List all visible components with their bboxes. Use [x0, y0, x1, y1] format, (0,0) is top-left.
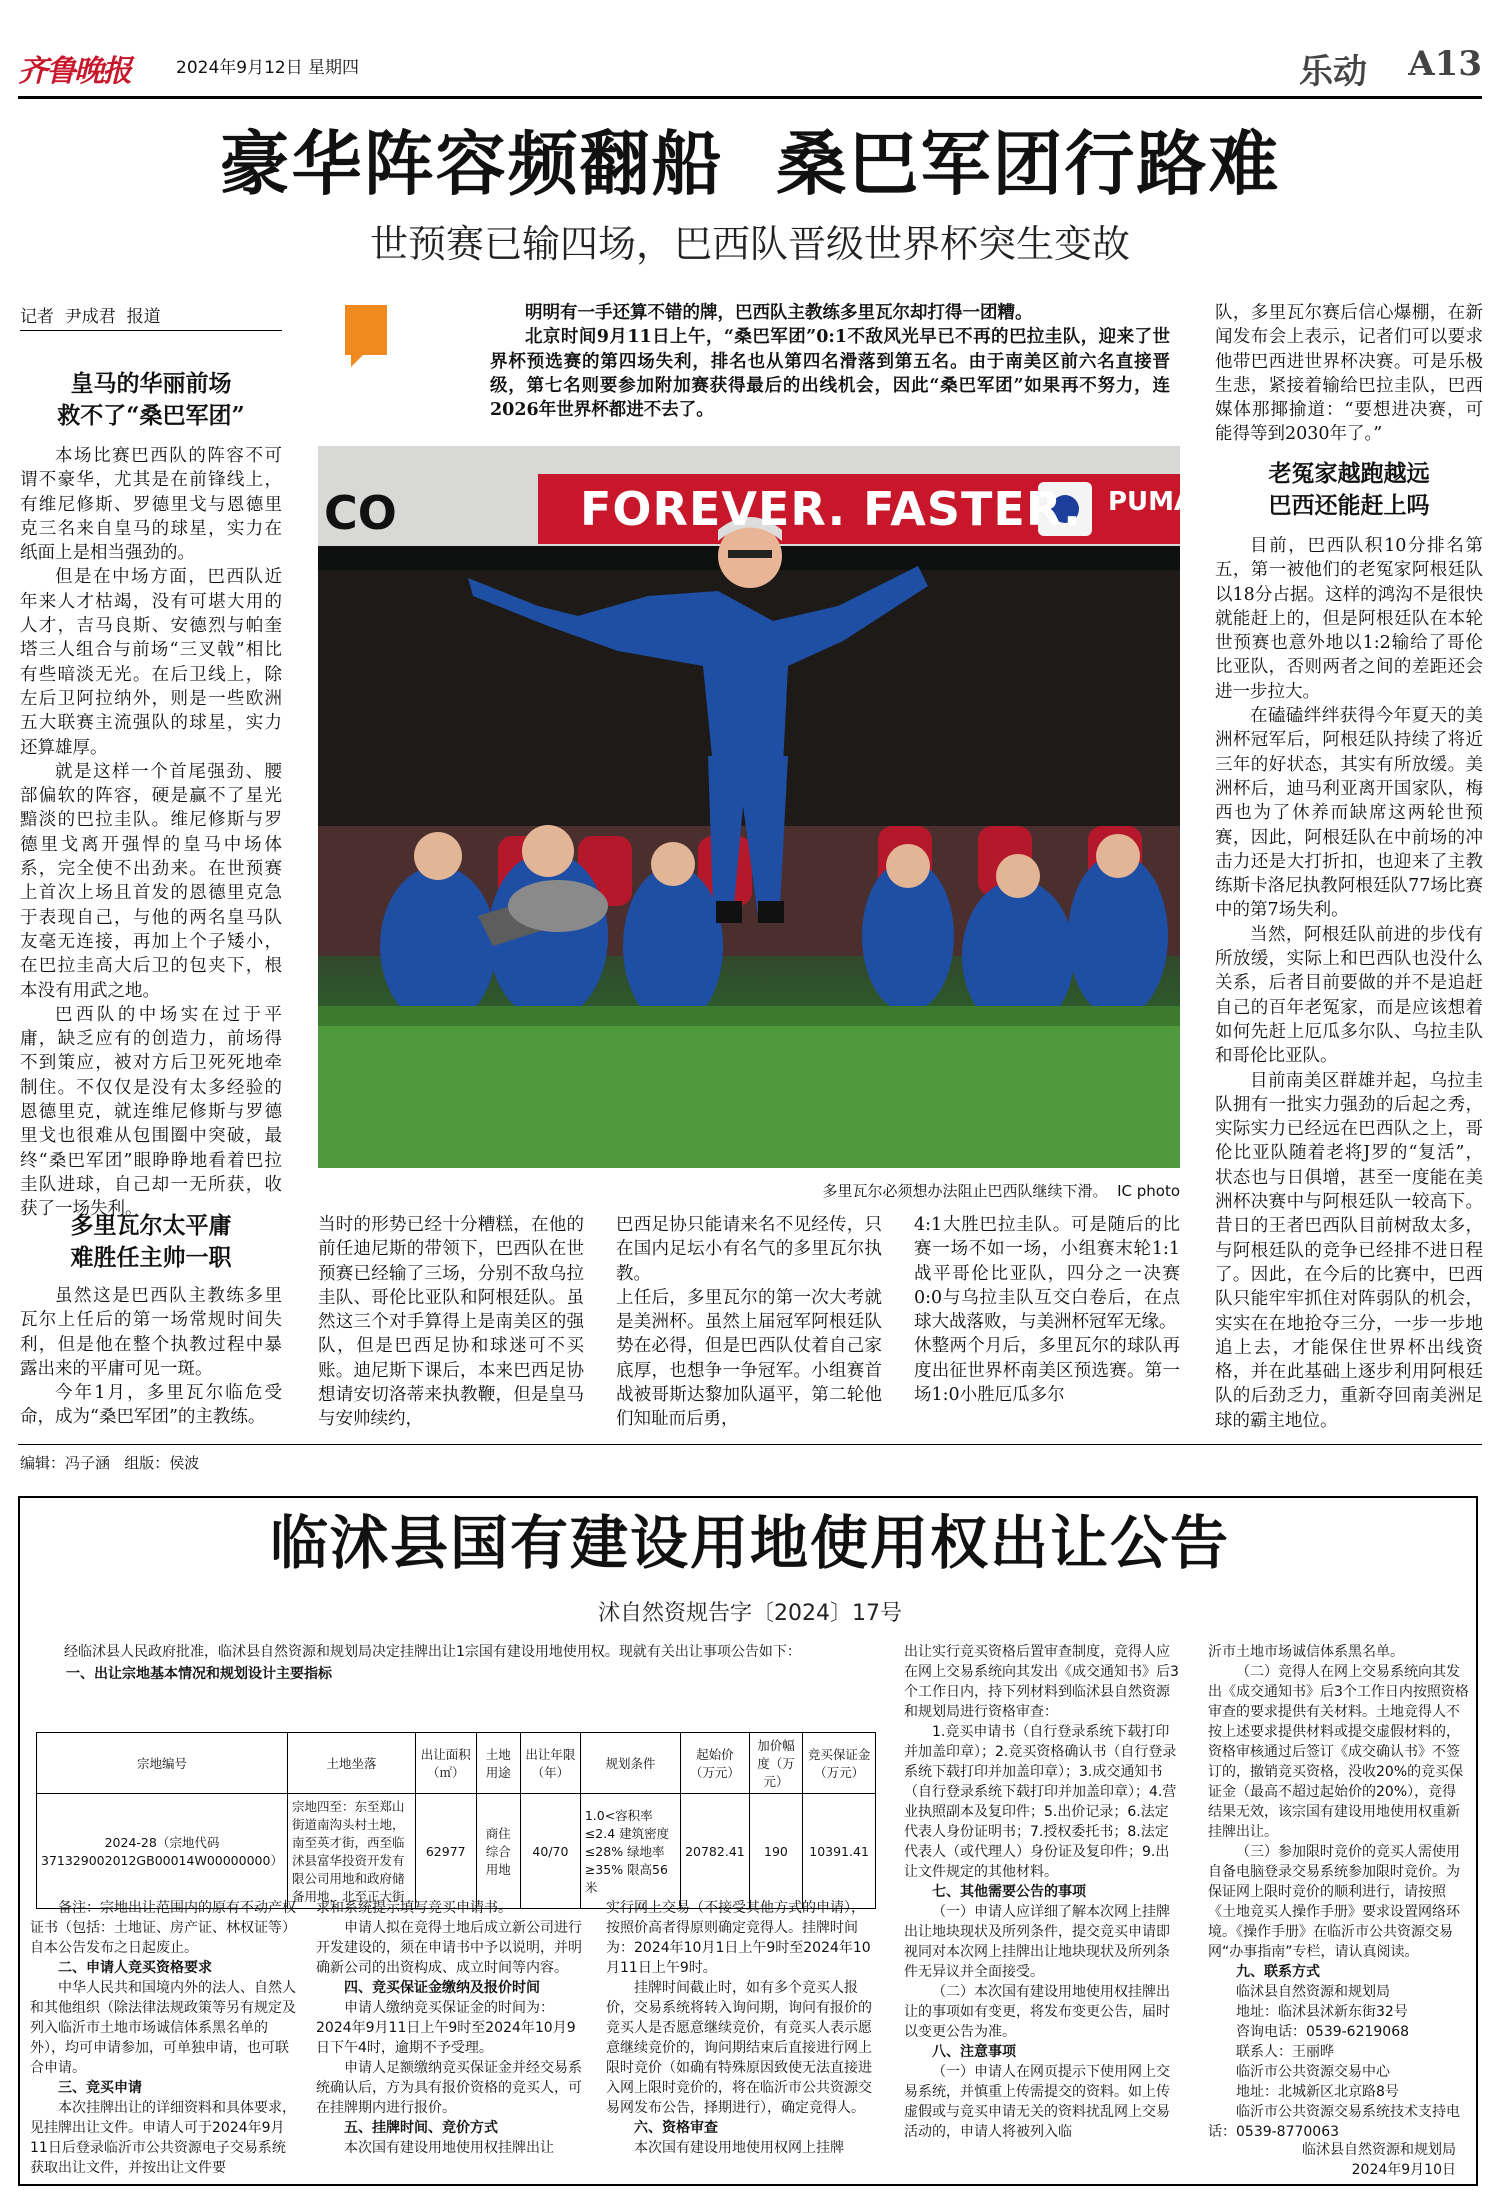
- notice-column-5: [1208, 1642, 1470, 2142]
- subheading-3: 老冤家越跑越远 巴西还能赶上吗: [1268, 460, 1430, 519]
- notice-text: 备注：宗地出让范围内的原有不动产权证书（包括：土地证、房产证、林权证等）自本公告发布之日起废止。: [30, 1900, 296, 1956]
- notice-text: 出让实行竞买资格后置审查制度，竞得人应在网上交易系统向其发出《成交通知书》后3个工作日内，持下列材料到临沭县自然资源和规划局进行资格审查：: [904, 1644, 1179, 1720]
- table-header: 出让面积（㎡）: [415, 1733, 476, 1794]
- paragraph: 但是在中场方面，巴西队近年来人才枯竭，没有可堪大用的人才，吉马良斯、安德烈与帕奎塔三人组合与前场“三叉戟”相比有些暗淡无光。在后卫线上，除左后卫阿拉纳外，则是一些欧洲五大联赛主流强队的球星，实力还算雄厚。: [20, 567, 282, 758]
- lead-quote-icon: [345, 305, 387, 355]
- headline: 豪华阵容频翻船 桑巴军团行路难: [219, 122, 1281, 205]
- notice-contact: 临沭县自然资源和规划局: [1236, 1984, 1390, 2000]
- notice-text: （二）竞得人在网上交易系统向其发出《成交通知书》后3个工作日内按照资格审查的要求提供有关材料。土地竞得人不按上述要求提供材料或提交虚假材料的，资格审核通过后签订《成交确认书》不签订的，撤销竞买资格，没收20%的竞买保证金（最高不超过起始价的20%），竞得结果无效，该宗国有建设用地使用权重新挂牌出让。: [1208, 1664, 1469, 1840]
- notice-table: [36, 1732, 876, 1909]
- section-name: 乐动: [1299, 52, 1367, 92]
- notice-contact: 临沂市公共资源交易中心: [1236, 2064, 1390, 2080]
- notice-heading: 五、挂牌时间、竞价方式: [344, 2120, 498, 2136]
- paragraph: 今年1月，多里瓦尔临危受命，成为“桑巴军团”的主教练。: [20, 1383, 282, 1428]
- notice-heading: 三、竞买申请: [58, 2080, 142, 2096]
- right-column-top: [1215, 301, 1483, 445]
- notice-heading: 六、资格审查: [634, 2120, 718, 2136]
- puma-logo: PUMA: [1108, 487, 1195, 517]
- table-header: 竞买保证金（万元）: [803, 1733, 876, 1794]
- bottom-column-3: [914, 1213, 1180, 1433]
- issue-date: 2024年9月12日: [176, 58, 303, 78]
- notice-column-4: [904, 1642, 1180, 2178]
- lead-paragraph: 北京时间9月11日上午，“桑巴军团”0:1不敌风光早已不再的巴拉圭队，迎来了世界杯预选赛的第四场失利，排名也从第四名滑落到第五名。由于南美区前六名直接晋级，第七名则要参加附加赛获得最后的出线机会，因此“桑巴军团”如果再不努力，连2026年世界杯都进不去了。: [490, 327, 1170, 421]
- byline: 记者 尹成君 报道: [20, 307, 161, 327]
- notice-doc-number: 沭自然资规告字〔2024〕17号: [598, 1601, 902, 1626]
- subheadline: 世预赛已输四场，巴西队晋级世界杯突生变故: [369, 222, 1130, 266]
- table-header: 出让年限（年）: [521, 1733, 581, 1794]
- notice-text: 求和系统提示填写竞买申请书。: [316, 1900, 512, 1916]
- table-cell: 62977: [415, 1794, 476, 1909]
- notice-text: 1.竞买申请书（自行登录系统下载打印并加盖印章）；2.竞买资格确认书（自行登录系统下载打印并加盖印章）；3.成交通知书（自行登录系统下载打印并加盖印章）；4.营业执照副本及复印件；5.出价记录；6.法定代表人身份证明书；7.授权委托书；8.法定代表人（或代理人）身份证及复印件；9.出让文件规定的其他材料。: [904, 1724, 1177, 1880]
- notice-contact: 地址：北城新区北京路8号: [1236, 2084, 1399, 2100]
- notice-text: 中华人民共和国境内外的法人、自然人和其他组织（除法律法规政策等另有规定及列入临沂市土地市场诚信体系黑名单的外），均可申请参加，可单独申请，也可联合申请。: [30, 1980, 296, 2076]
- notice-text: 挂牌时间截止时，如有多个竞买人报价，交易系统将转入询问期，询问有报价的竞买人是否愿意继续竞价，有竞买人表示愿意继续竞价的，询问期结束后直接进行网上限时竞价（如确有特殊原因致使无法直接进入网上限时竞价的，将在临沂市公共资源交易网发布公告，择期进行），确定竞得人。: [606, 1980, 872, 2116]
- table-header: 加价幅度（万元）: [749, 1733, 802, 1794]
- notice-signer: 临沭县自然资源和规划局: [1302, 2142, 1456, 2158]
- notice-title: 临沭县国有建设用地使用权出让公告: [269, 1509, 1230, 1577]
- banner-text: FOREVER. FASTER.: [580, 482, 1082, 536]
- paragraph: 目前南美区群雄并起，乌拉圭队拥有一批实力强劲的后起之秀，实际实力已经远在巴西队之上，哥伦比亚队随着老将J罗的“复活”，状态也与日俱增，甚至一度能在美洲杯决赛中与阿根廷队一较高下。昔日的王者巴西队目前树敌太多，与阿根廷队的竞争已经排不进日程了。因此，在今后的比赛中，巴西队只能牢牢抓住对阵弱队的机会，实实在在地抢夺三分，一步一步地追上去，才能保住世界杯出线资格，并在此基础上逐步利用阿根廷队的后劲乏力，重新夺回南美洲足球的霸主地位。: [1215, 1070, 1483, 1431]
- paragraph: 4:1大胜巴拉圭队。可是随后的比赛一场不如一场，小组赛末轮1:1战平哥伦比亚队，四分之一决赛0:0与乌拉圭队互交白卷后，在点球大战落败，与美洲杯冠军无缘。 休整两个月后，多里瓦尔的球队再度出征世界杯南美区预选赛。第一场1:0小胜厄瓜多尔: [914, 1215, 1180, 1406]
- table-header: 土地坐落: [287, 1733, 415, 1794]
- notice-left-block: [36, 1642, 876, 1684]
- photo: [318, 446, 1195, 1168]
- column-1-body: [20, 444, 282, 1220]
- banner-text-left: CO: [324, 486, 397, 540]
- table-cell: 宗地四至：东至郑山街道南沟头村土地，南至英才街，西至临沭县富华投资开发有限公司用地和政府储备用地，北至正大街: [287, 1794, 415, 1909]
- editor-credit: 编辑：冯子涵 组版：侯波: [20, 1454, 200, 1472]
- notice-contact: 临沂市公共资源交易系统技术支持电话：0539-8770063: [1208, 2104, 1460, 2140]
- notice-heading: 八、注意事项: [932, 2044, 1016, 2060]
- paragraph: 本场比赛巴西队的阵容不可谓不豪华，尤其是在前锋线上，有维尼修斯、罗德里戈与恩德里克三名来自皇马的球星，实力在纸面上是相当强劲的。: [20, 446, 282, 564]
- lead-paragraphs: [490, 301, 1170, 431]
- masthead-rule: [18, 96, 1482, 99]
- table-cell: 商住综合用地: [476, 1794, 521, 1909]
- table-cell: 1.0<容积率≤2.4 建筑密度≤28% 绿地率≥35% 限高56米: [580, 1794, 680, 1909]
- paragraph: 当然，阿根廷队前进的步伐有所放缓，实际上和巴西队也没什么关系，后者目前要做的并不是追赶自己的百年老冤家，而是应该想着如何先赶上厄瓜多尔队、乌拉圭队和哥伦比亚队。: [1215, 924, 1483, 1067]
- notice-text: 实行网上交易（不接受其他方式的申请），按照价高者得原则确定竞得人。挂牌时间为：2024年10月1日上午9时至2024年10月11日上午9时。: [606, 1900, 871, 1976]
- notice-heading: 四、竞买保证金缴纳及报价时间: [344, 1980, 540, 1996]
- byline-rule: [20, 330, 282, 331]
- notice-contact: 咨询电话：0539-6219068: [1236, 2024, 1410, 2040]
- notice-column-3: [606, 1898, 876, 2178]
- paragraph: 巴西队的中场实在过于平庸，缺乏应有的创造力，前场得不到策应，被对方后卫死死地牵制住。不仅仅是没有太多经验的恩德里克，就连维尼修斯与罗德里戈也很难从包围圈中突破，最终“桑巴军团”眼睁睁地看着巴拉圭队进球，自己却一无所获，收获了一场失利。: [20, 1004, 282, 1220]
- paragraph: 巴西足协只能请来名不见经传，只在国内足坛小有名气的多里瓦尔执教。 上任后，多里瓦尔的第一次大考就是美洲杯。虽然上届冠军阿根廷队势在必得，但是巴西队仗着自己家底厚，也想争一争冠军。小组赛首战被哥斯达黎加队逼平，第二轮他们知耻而后勇，: [616, 1215, 882, 1430]
- table-cell: 40/70: [521, 1794, 581, 1909]
- bottom-column-1: [318, 1213, 584, 1433]
- paragraph: 队，多里瓦尔赛后信心爆棚，在新闻发布会上表示，记者们可以要求他带巴西进世界杯决赛。可是乐极生悲，紧接着输给巴拉圭队，巴西媒体那揶揄道：“要想进决赛，可能得等到2030年了。”: [1215, 303, 1483, 445]
- subheading-1: 皇马的华丽前场 救不了“桑巴军团”: [57, 370, 245, 429]
- column-1b-body: [20, 1284, 282, 1430]
- weekday: 星期四: [308, 58, 359, 78]
- paragraph: 在磕磕绊绊获得今年夏天的美洲杯冠军后，阿根廷队持续了将近三年的好状态，其实有所放缓。美洲杯后，迪马利亚离开国家队，梅西也为了休养而缺席这两轮世预赛，因此，阿根廷队在中前场的冲击力还是大打折扣，也迎来了主教练斯卡洛尼执教阿根廷队77场比赛中的第7场失利。: [1215, 706, 1483, 921]
- notice-text: （一）申请人应详细了解本次网上挂牌出让地块现状及所列条件，提交竞买申请即视同对本次网上挂牌出让地块现状及所列条件无异议并全面接受。: [904, 1904, 1170, 1980]
- notice-text: 本次国有建设用地使用权网上挂牌: [634, 2140, 844, 2156]
- paragraph: 目前，巴西队积10分排名第五，第一被他们的老冤家阿根廷队以18分占据。这样的鸿沟不是很快就能赶上的，但是阿根廷队在本轮世预赛也意外地以1:2输给了哥伦比亚队，否则两者之间的差距还会进一步拉大。: [1215, 536, 1483, 702]
- notice-text: 本次挂牌出让的详细资料和具体要求，见挂牌出让文件。申请人可于2024年9月11日后登录临沂市公共资源电子交易系统获取出让文件，并按出让文件要: [30, 2100, 296, 2176]
- notice-text: （二）本次国有建设用地使用权挂牌出让的事项如有变更，将发布变更公告，届时以变更公告为准。: [904, 1984, 1170, 2040]
- notice-heading: 二、申请人竞买资格要求: [58, 1960, 212, 1976]
- notice-column-1: [30, 1898, 298, 2178]
- notice-text: 申请人缴纳竞买保证金的时间为：2024年9月11日上午9时至2024年10月9日下午4时，逾期不予受理。: [316, 2000, 576, 2056]
- notice-intro: 经临沭县人民政府批准，临沭县自然资源和规划局决定挂牌出让1宗国有建设用地使用权。现就有关出让事项公告如下：: [64, 1644, 801, 1660]
- subheading-2: 多里瓦尔太平庸 难胜任主帅一职: [70, 1212, 232, 1271]
- notice-text: （三）参加限时竞价的竞买人需使用自备电脑登录交易系统参加限时竞价。为保证网上限时竞价的顺利进行，请按照《土地竞买人操作手册》要求设置网络环境。《操作手册》在临沂市公共资源交易网“办事指南”专栏，请认真阅读。: [1208, 1844, 1460, 1960]
- table-cell: 20782.41: [681, 1794, 750, 1909]
- table-cell: 190: [749, 1794, 802, 1909]
- page-number: A13: [1408, 44, 1482, 84]
- notice-heading: 七、其他需要公告的事项: [932, 1884, 1086, 1900]
- table-header-row: [37, 1733, 876, 1794]
- table-header: 起始价（万元）: [681, 1733, 750, 1794]
- table-row: [37, 1794, 876, 1909]
- table-header: 宗地编号: [37, 1733, 288, 1794]
- notice-text: 本次国有建设用地使用权挂牌出让: [344, 2140, 554, 2156]
- table-cell: 2024-28（宗地代码371329002012GB00014W00000000）: [37, 1794, 288, 1909]
- photo-illustration: [318, 446, 1180, 1168]
- notice-column-2: [316, 1898, 586, 2178]
- paragraph: 当时的形势已经十分糟糕，在他的前任迪尼斯的带领下，巴西队在世预赛已经输了三场，分别不敌乌拉圭队、哥伦比亚队和阿根廷队。虽然这三个对手算得上是南美区的强队，但是巴西足协和球迷可不买账。迪尼斯下课后，本来巴西足协想请安切洛蒂来执教鞭，但是皇马与安帅续约，: [318, 1215, 584, 1430]
- notice-sign-date: 2024年9月10日: [1351, 2162, 1456, 2178]
- notice-heading: 九、联系方式: [1236, 1964, 1320, 1980]
- paragraph: 就是这样一个首尾强劲、腰部偏软的阵容，硬是赢不了星光黯淡的巴拉圭队。维尼修斯与罗德里戈离开强悍的皇马中场体系，完全使不出劲来。在世预赛上首次上场且首发的恩德里克急于表现自己，与他的两名皇马队友毫无连接，再加上个子矮小，在巴拉圭高大后卫的包夹下，根本没有用武之地。: [20, 761, 282, 1001]
- masthead: [18, 38, 1482, 98]
- right-column-body: [1215, 534, 1483, 1434]
- table-cell: 10391.41: [803, 1794, 876, 1909]
- logo: 齐鲁晚报: [18, 54, 130, 89]
- notice-contact: 地址：临沭县沭新东街32号: [1236, 2004, 1408, 2020]
- notice-text: 申请人足额缴纳竞买保证金并经交易系统确认后，方为具有报价资格的竞买人，可在挂牌期内进行报价。: [316, 2060, 582, 2116]
- notice-text: 申请人拟在竞得土地后成立新公司进行开发建设的，须在申请书中予以说明，并明确新公司的出资构成、成立时间等内容。: [316, 1920, 582, 1976]
- paragraph: 虽然这是巴西队主教练多里瓦尔上任后的第一场常规时间失利，但是他在整个执教过程中暴露出来的平庸可见一斑。: [20, 1286, 282, 1379]
- table-header: 规划条件: [580, 1733, 680, 1794]
- table-header: 土地用途: [476, 1733, 521, 1794]
- lead-paragraph: 明明有一手还算不错的牌，巴西队主教练多里瓦尔却打得一团糟。: [525, 303, 1033, 323]
- notice-text: 沂市土地市场诚信体系黑名单。: [1208, 1644, 1404, 1660]
- photo-caption: 多里瓦尔必须想办法阻止巴西队继续下滑。 IC photo: [822, 1182, 1180, 1200]
- notice-contact: 联系人：王丽晔: [1236, 2044, 1334, 2060]
- notice-section-1: 一、出让宗地基本情况和规划设计主要指标: [66, 1666, 332, 1682]
- bottom-column-2: [616, 1213, 882, 1433]
- notice-text: （一）申请人在网页提示下使用网上交易系统，并慎重上传需提交的资料。如上传虚假或与竞买申请无关的资料扰乱网上交易活动的，申请人将被列入临: [904, 2064, 1170, 2140]
- article-bottom-rule: [18, 1444, 1482, 1445]
